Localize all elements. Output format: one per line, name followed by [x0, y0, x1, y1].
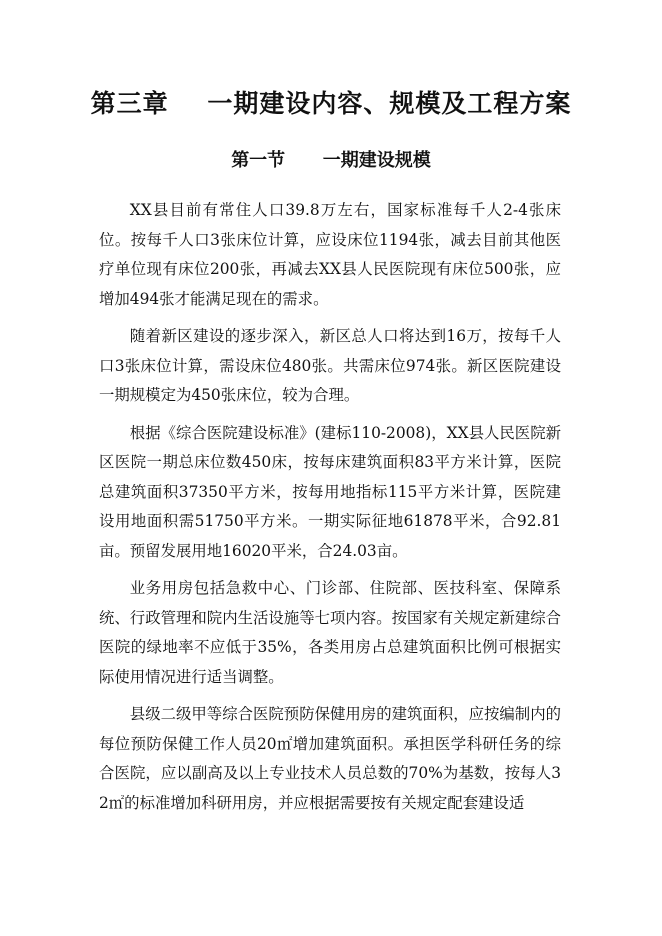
section-title: 第一节 一期建设规模 — [231, 150, 431, 171]
paragraph-business-rooms: 业务用房包括急救中心、门诊部、住院部、医技科室、保障系统、行政管理和院内生活设施等七项内容。按国家有关规定新建综合医院的绿地率不应低于35%，各类用房占总建筑面积比例可根据实际使用情况进行适当调整。 — [99, 579, 561, 686]
paragraph-preventive-care: 县级二级甲等综合医院预防保健用房的建筑面积，应按编制内的每位预防保健工作人员20㎡增加建筑面积。承担医学科研任务的综合医院，应以副高及以上专业技术人员总数的70%为基数，按每人32㎡的标准增加科研用房，并应根据需要按有关规定配套建设适 — [99, 705, 561, 812]
paragraph-new-district: 随着新区建设的逐步深入，新区总人口将达到16万，按每千人口3张床位计算，需设床位480张。共需床位974张。新区医院建设一期规模定为450张床位，较为合理。 — [99, 327, 561, 404]
paragraph-population: XX县目前有常住人口39.8万左右，国家标准每千人2-4张床位。按每千人口3张床位计算，应设床位1194张，减去目前其他医疗单位现有床位200张，再减去XX县人民医院现有床位500张，应增加494张才能满足现在的需求。 — [99, 201, 561, 308]
body-text — [99, 196, 561, 826]
chapter-title: 第三章 一期建设内容、规模及工程方案 — [90, 89, 572, 118]
paragraph-building-standard: 根据《综合医院建设标准》(建标110-2008)，XX县人民医院新区医院一期总床位数450床，按每床建筑面积83平方米计算，医院总建筑面积37350平方米，按每用地指标115平方米计算，医院建设用地面积需51750平方米。一期实际征地61878平米，合92.81亩。预留发展用地16020平米，合24.03亩。 — [99, 423, 561, 560]
